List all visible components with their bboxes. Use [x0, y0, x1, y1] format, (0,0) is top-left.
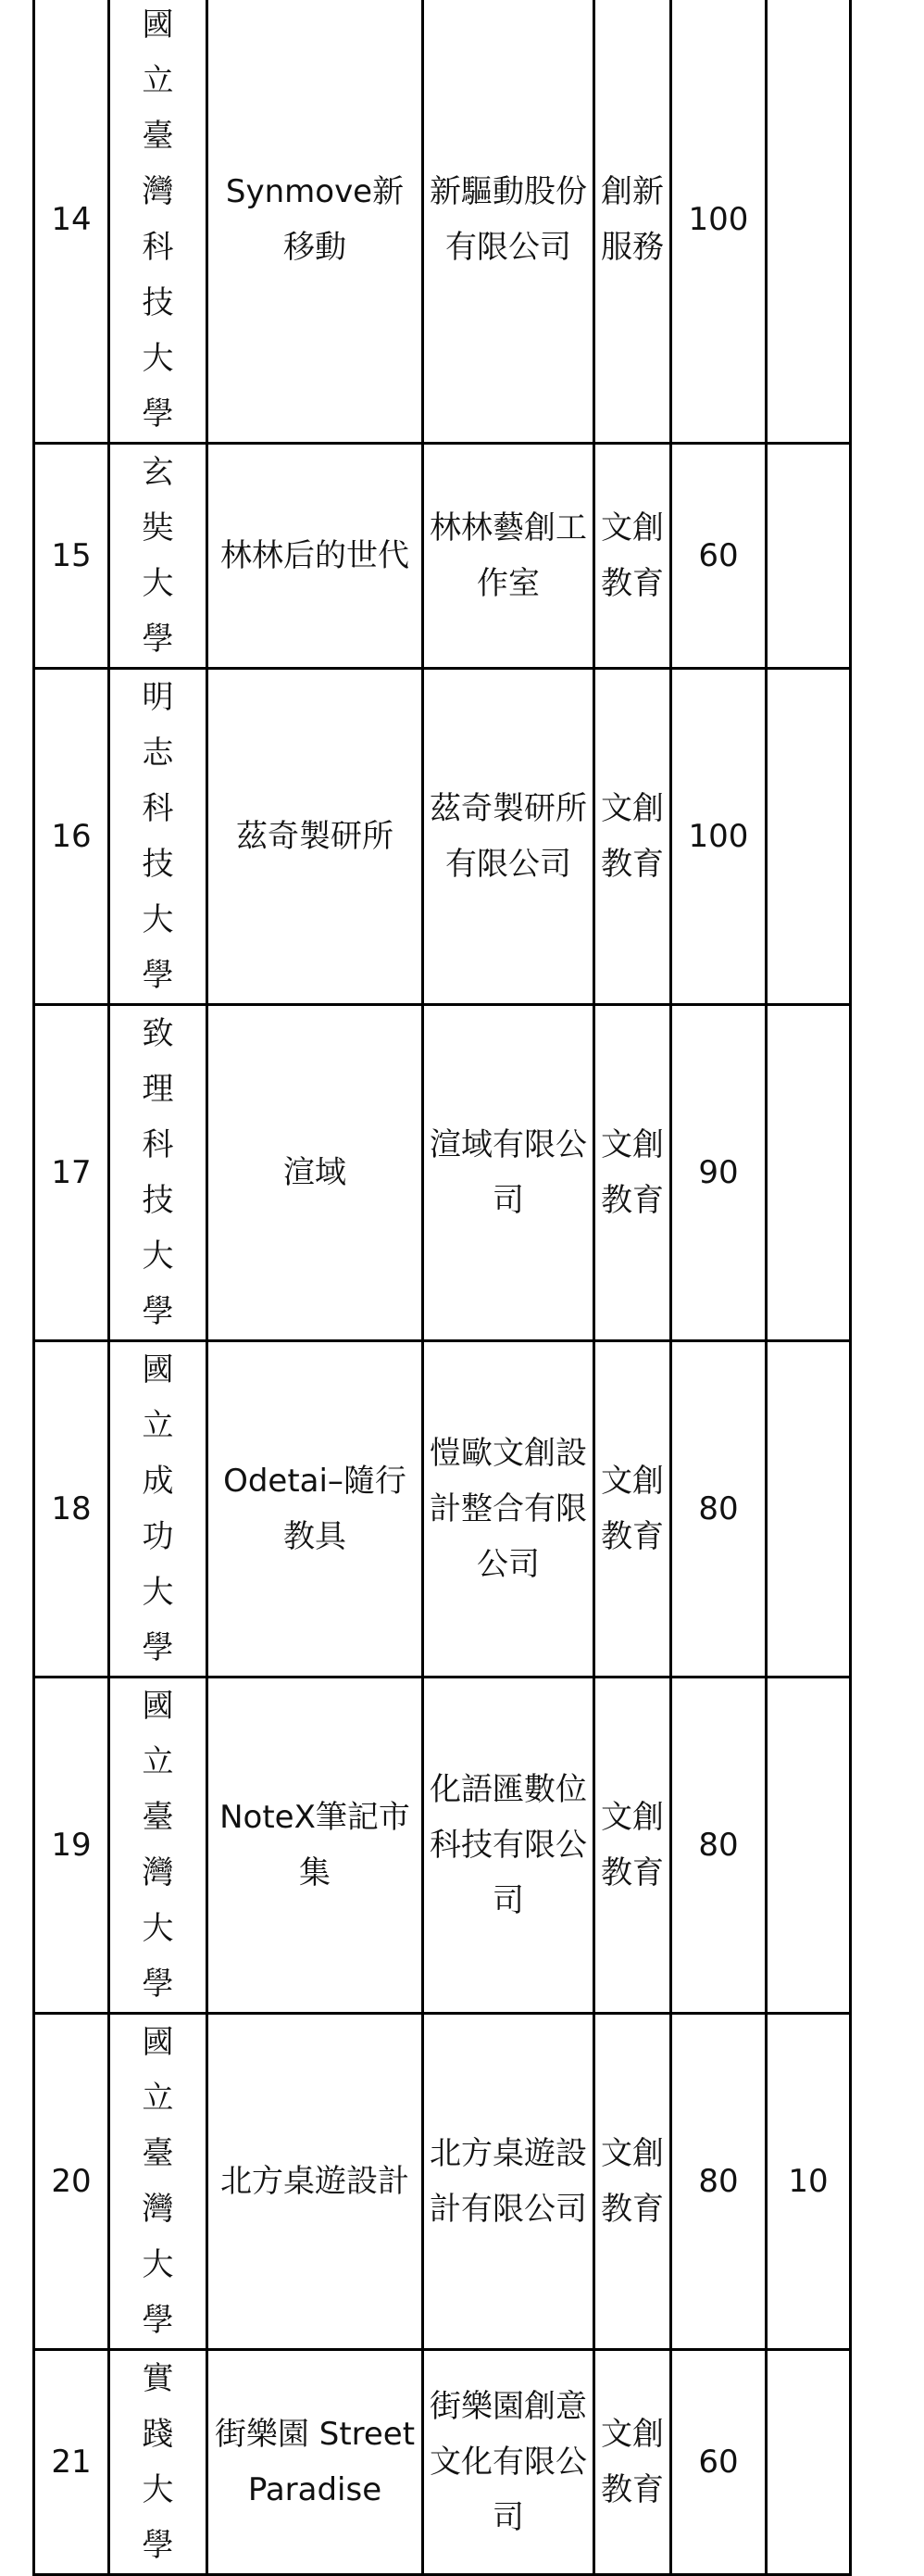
category-cell — [594, 2014, 671, 2350]
row-number: 15 — [51, 537, 92, 574]
school-name: 明志科技大學 — [142, 679, 174, 994]
row-number: 18 — [51, 1490, 92, 1527]
category-cell — [594, 0, 671, 444]
team-name: Odetai–隨行教具 — [223, 1463, 406, 1555]
team-cell — [207, 2350, 423, 2575]
team-cell — [207, 0, 423, 444]
row-number: 21 — [51, 2444, 92, 2481]
company-cell — [423, 444, 594, 669]
row-number-cell — [34, 2014, 109, 2350]
company-name: 化語匯數位科技有限公司 — [430, 1771, 587, 1919]
school-cell — [109, 2014, 207, 2350]
category: 文創教育 — [601, 1799, 664, 1891]
company-name: 街樂園創意文化有限公司 — [430, 2388, 587, 2536]
school-name: 國立臺灣大學 — [142, 2024, 174, 2339]
company-cell — [423, 0, 594, 444]
row-number-cell — [34, 1678, 109, 2014]
team-cell — [207, 669, 423, 1005]
company-cell — [423, 1678, 594, 2014]
category-cell — [594, 1678, 671, 2014]
team-name: NoteX筆記市集 — [219, 1799, 410, 1891]
amount: 80 — [698, 2163, 739, 2200]
amount: 90 — [698, 1154, 739, 1191]
results-table — [32, 0, 852, 2576]
school-cell — [109, 0, 207, 444]
row-number: 19 — [51, 1827, 92, 1864]
company-name: 新驅動股份有限公司 — [430, 173, 587, 266]
row-number-cell — [34, 669, 109, 1005]
extra-cell — [767, 1678, 851, 2014]
extra-cell — [767, 1005, 851, 1341]
company-name: 茲奇製研所有限公司 — [430, 790, 587, 883]
row-number-cell — [34, 1005, 109, 1341]
school-cell — [109, 2350, 207, 2575]
category-cell — [594, 1005, 671, 1341]
table-row — [34, 444, 851, 669]
company-name: 愷歐文創設計整合有限公司 — [430, 1435, 587, 1583]
team-name: Synmove新移動 — [225, 173, 405, 266]
category: 文創教育 — [601, 2135, 664, 2228]
extra-cell — [767, 2350, 851, 2575]
team-name: 茲奇製研所 — [236, 818, 393, 855]
school-name: 國立臺灣科技大學 — [142, 6, 174, 433]
school-name: 致理科技大學 — [142, 1015, 174, 1330]
amount: 60 — [698, 2444, 739, 2481]
row-number: 20 — [51, 2163, 92, 2200]
category-cell — [594, 2350, 671, 2575]
team-cell — [207, 444, 423, 669]
school-name: 實踐大學 — [142, 2360, 174, 2564]
company-name: 林林藝創工作室 — [430, 509, 587, 602]
team-cell — [207, 1005, 423, 1341]
table-row — [34, 669, 851, 1005]
category: 文創教育 — [601, 790, 664, 883]
team-cell — [207, 1678, 423, 2014]
category: 文創教育 — [601, 1126, 664, 1219]
extra-cell — [767, 0, 851, 444]
row-number-cell — [34, 1341, 109, 1678]
school-cell — [109, 1678, 207, 2014]
team-name: 渲域 — [283, 1154, 346, 1191]
category: 文創教育 — [601, 1463, 664, 1555]
company-cell — [423, 1341, 594, 1678]
team-name: 林林后的世代 — [220, 537, 409, 574]
school-cell — [109, 1341, 207, 1678]
extra-cell — [767, 444, 851, 669]
extra-cell — [767, 669, 851, 1005]
row-number: 16 — [51, 818, 92, 855]
row-number-cell — [34, 0, 109, 444]
row-number: 14 — [51, 201, 92, 238]
amount-cell — [671, 0, 767, 444]
amount-cell — [671, 1678, 767, 2014]
table-row — [34, 2350, 851, 2575]
company-cell — [423, 1005, 594, 1341]
company-cell — [423, 2350, 594, 2575]
company-name: 北方桌遊設計有限公司 — [430, 2135, 587, 2228]
team-name: 北方桌遊設計 — [220, 2163, 409, 2200]
category: 文創教育 — [601, 2416, 664, 2508]
company-cell — [423, 669, 594, 1005]
extra-cell — [767, 1341, 851, 1678]
school-cell — [109, 444, 207, 669]
amount-cell — [671, 1005, 767, 1341]
company-cell — [423, 2014, 594, 2350]
category: 創新服務 — [601, 173, 664, 266]
table-row — [34, 1341, 851, 1678]
school-cell — [109, 669, 207, 1005]
amount: 60 — [698, 537, 739, 574]
category-cell — [594, 444, 671, 669]
extra-cell — [767, 2014, 851, 2350]
team-name: 街樂園 Street Paradise — [214, 2416, 416, 2508]
school-name: 國立成功大學 — [142, 1351, 174, 1666]
school-cell — [109, 1005, 207, 1341]
row-number-cell — [34, 444, 109, 669]
amount: 80 — [698, 1490, 739, 1527]
amount-cell — [671, 444, 767, 669]
table-row — [34, 1678, 851, 2014]
school-name: 國立臺灣大學 — [142, 1688, 174, 2003]
category: 文創教育 — [601, 509, 664, 602]
category-cell — [594, 669, 671, 1005]
amount: 100 — [688, 201, 749, 238]
amount: 80 — [698, 1827, 739, 1864]
team-cell — [207, 1341, 423, 1678]
table-row — [34, 2014, 851, 2350]
extra-value: 10 — [788, 2163, 829, 2200]
table-row — [34, 1005, 851, 1341]
amount-cell — [671, 1341, 767, 1678]
table-row — [34, 0, 851, 444]
category-cell — [594, 1341, 671, 1678]
amount: 100 — [688, 818, 749, 855]
company-name: 渲域有限公司 — [430, 1126, 587, 1219]
row-number: 17 — [51, 1154, 92, 1191]
amount-cell — [671, 2350, 767, 2575]
row-number-cell — [34, 2350, 109, 2575]
amount-cell — [671, 669, 767, 1005]
school-name: 玄奘大學 — [142, 454, 174, 658]
team-cell — [207, 2014, 423, 2350]
amount-cell — [671, 2014, 767, 2350]
